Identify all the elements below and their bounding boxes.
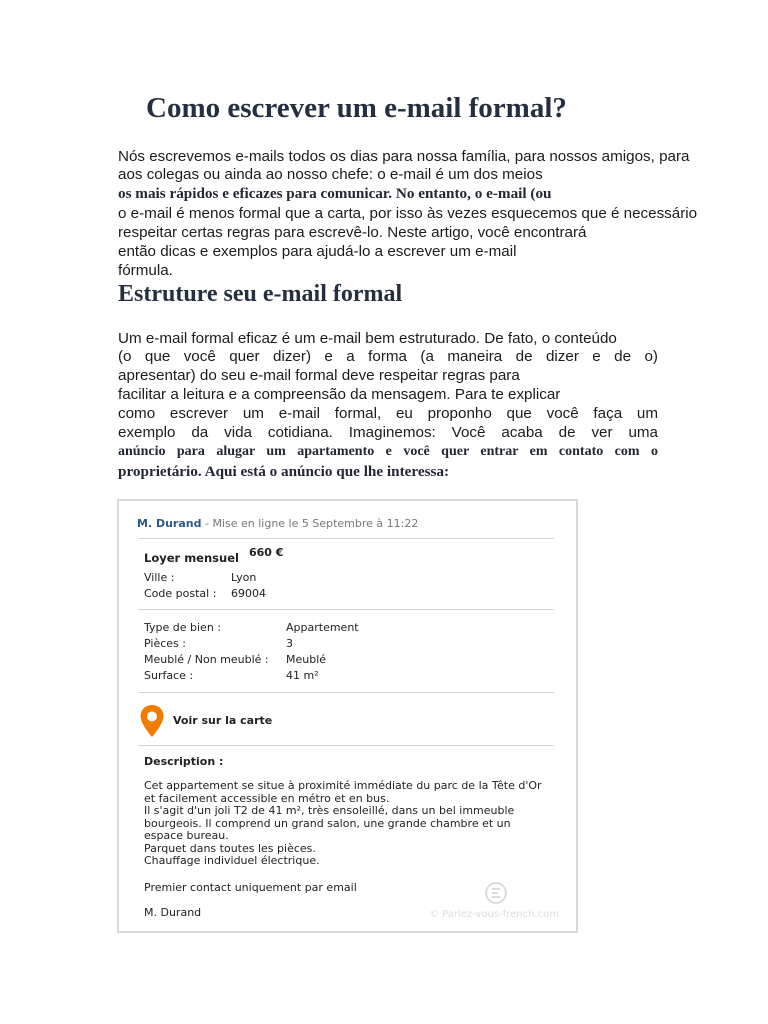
rooms-value: 3 [286,637,293,650]
property-type-label: Type de bien : [144,621,221,634]
section-line: facilitar a leitura e a compreensão da mensagem. Para te explicar [118,386,561,403]
intro-line: o e-mail é menos formal que a carta, por isso às vezes esquecemos que é necessário [118,205,698,222]
rental-listing-card [117,499,578,933]
description-text [144,780,542,868]
listing-author: M. Durand [137,517,202,530]
listing-posted-date: - Mise en ligne le 5 Septembre à 11:22 [204,517,419,530]
furnished-value: Meublé [286,653,327,666]
watermark-text: © Parlez-vous-french.com [429,909,559,920]
description-heading: Description : [144,755,224,768]
city-label: Ville : [144,571,175,584]
map-pin-icon[interactable] [139,704,165,738]
description-line: Parquet dans toutes les pièces. [144,841,316,855]
furnished-label: Meublé / Non meublé : [144,653,269,666]
contact-note: Premier contact uniquement par email [144,881,357,894]
intro-line: fórmula. [118,262,173,279]
postal-value: 69004 [231,587,266,600]
description-line: Cet appartement se situe à proximité immédiate du parc de la Tête d'Or [144,779,542,792]
intro-line: os mais rápidos e eficazes para comunicar. No entanto, o e-mail (ou [118,185,552,202]
surface-label: Surface : [144,669,194,682]
rooms-label: Pièces : [144,637,186,650]
description-line: bourgeois. Il comprend un grand salon, une grande chambre et un [144,816,511,830]
divider [139,692,554,693]
watermark [429,881,569,925]
signature: M. Durand [144,906,202,919]
section-line: proprietário. Aqui está o anúncio que lhe interessa: [118,463,450,480]
intro-line: respeitar certas regras para escrevê-lo. Neste artigo, você encontrará [118,224,587,241]
description-line: espace bureau. [144,829,229,842]
section-line: anúncio para alugar um apartamento e você quer entrar em contato com o [118,444,658,459]
watermark-logo-icon [484,881,508,905]
map-link[interactable]: Voir sur la carte [173,714,273,727]
section-line: exemplo da vida cotidiana. Imaginemos: Você acaba de ver uma [118,424,658,441]
listing-header [137,517,418,530]
intro-line: Nós escrevemos e-mails todos os dias para nossa família, para nossos amigos, para [118,148,690,165]
rent-value: 660 € [249,546,284,559]
section-line: (o que você quer dizer) e a forma (a maneira de dizer e de o) [118,348,658,365]
divider [139,745,554,746]
property-type-value: Appartement [286,621,359,634]
divider [139,538,554,539]
description-line: Il s'agit d'un joli T2 de 41 m², très ensoleillé, dans un bel immeuble [144,804,515,817]
description-line: et facilement accessible en métro et en bus. [144,791,390,805]
section-line: apresentar) do seu e-mail formal deve respeitar regras para [118,367,520,384]
divider [139,609,554,610]
description-line: Chauffage individuel électrique. [144,854,320,867]
postal-label: Code postal : [144,587,217,600]
section-line: como escrever um e-mail formal, eu proponho que você faça um [118,405,658,422]
page-title: Como escrever um e-mail formal? [146,92,567,124]
section-heading: Estruture seu e-mail formal [118,281,403,307]
intro-line: então dicas e exemplos para ajudá-lo a escrever um e-mail [118,243,517,260]
intro-line: aos colegas ou ainda ao nosso chefe: o e-mail é um dos meios [118,166,543,183]
city-value: Lyon [231,571,257,584]
rent-label: Loyer mensuel [144,551,239,565]
surface-value: 41 m² [286,669,319,682]
section-line: Um e-mail formal eficaz é um e-mail bem estruturado. De fato, o conteúdo [118,330,617,347]
